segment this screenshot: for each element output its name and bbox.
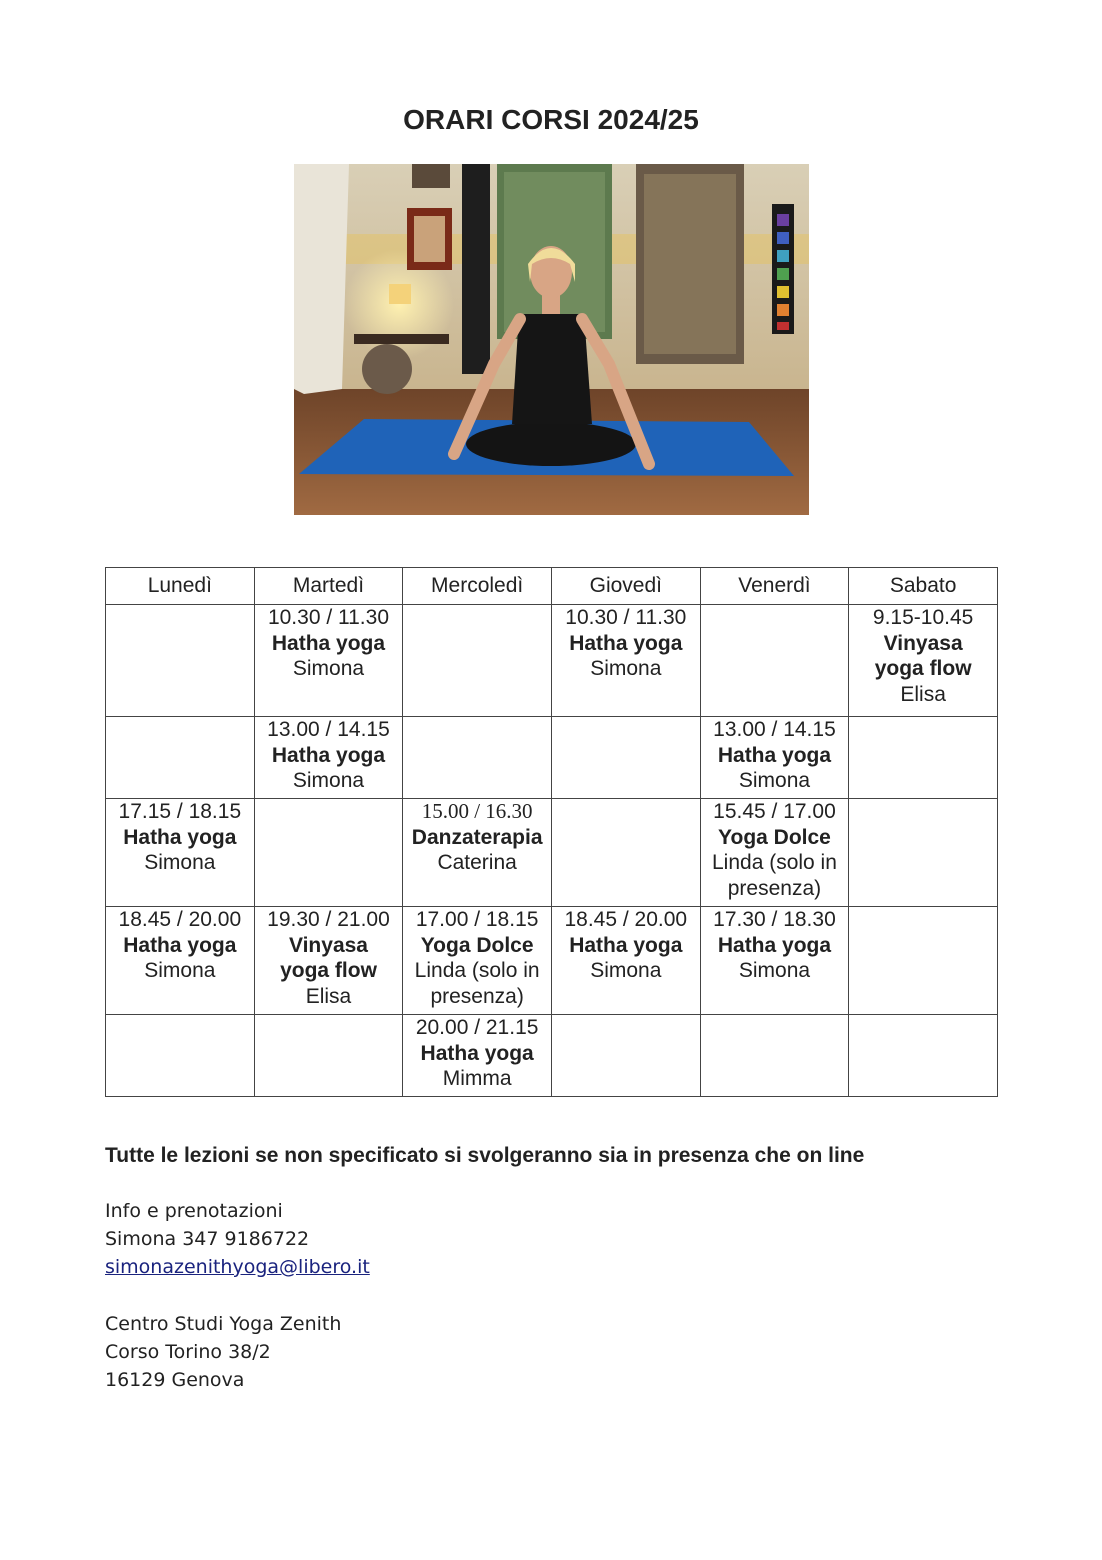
class-name: Hatha yoga — [569, 933, 683, 957]
class-teacher: Simona — [590, 959, 662, 982]
day-header: Venerdì — [700, 568, 849, 605]
class-name: Hatha yoga — [123, 825, 237, 849]
class-time: 18.45 / 20.00 — [118, 908, 242, 931]
class-teacher: Simona — [144, 851, 216, 874]
meditation-illustration — [294, 164, 809, 515]
class-time: 17.30 / 18.30 — [713, 908, 836, 931]
class-cell — [700, 907, 849, 1015]
table-row — [106, 799, 998, 907]
class-time: 13.00 / 14.15 — [713, 718, 836, 741]
empty-cell — [700, 605, 849, 717]
class-cell — [106, 799, 255, 907]
lessons-note: Tutte le lezioni se non specificato si svolgeranno sia in presenza che on line — [105, 1144, 865, 1167]
class-name: Yoga Dolce — [718, 825, 831, 849]
empty-cell — [849, 907, 998, 1015]
class-teacher: Mimma — [442, 1067, 512, 1090]
class-name: Danzaterapia — [411, 825, 543, 849]
class-name: Hatha yoga — [271, 631, 386, 655]
empty-cell — [106, 605, 255, 717]
class-time: 10.30 / 11.30 — [267, 606, 390, 629]
table-header-row — [106, 568, 998, 605]
day-header: Martedì — [254, 568, 403, 605]
class-name: Hatha yoga — [569, 631, 683, 655]
class-cell — [106, 907, 255, 1015]
empty-cell — [106, 1015, 255, 1097]
empty-cell — [254, 799, 403, 907]
empty-cell — [849, 1015, 998, 1097]
class-time: 15.45 / 17.00 — [713, 800, 836, 823]
city-address: 16129 Genova — [105, 1369, 245, 1391]
class-teacher: Elisa — [305, 984, 352, 1008]
empty-cell — [106, 717, 255, 799]
contact-phone: Simona 347 9186722 — [105, 1228, 310, 1250]
class-name: Hatha yoga — [420, 1041, 534, 1065]
class-time: 15.00 / 16.30 — [421, 799, 533, 823]
class-name: Vinyasa yoga flow — [280, 933, 377, 982]
table-row — [106, 1015, 998, 1097]
empty-cell — [849, 717, 998, 799]
empty-cell — [551, 799, 700, 907]
class-cell — [551, 605, 700, 717]
center-name: Centro Studi Yoga Zenith — [105, 1313, 342, 1335]
class-time: 9.15-10.45 — [872, 606, 974, 629]
class-teacher: Linda (solo in presenza) — [414, 959, 540, 1008]
empty-cell — [849, 799, 998, 907]
class-name: Yoga Dolce — [420, 933, 534, 957]
class-cell — [254, 907, 403, 1015]
table-row — [106, 907, 998, 1015]
empty-cell — [254, 1015, 403, 1097]
class-cell — [700, 799, 849, 907]
class-teacher: Linda (solo in presenza) — [711, 851, 837, 900]
empty-cell — [403, 605, 552, 717]
class-time: 19.30 / 21.00 — [267, 908, 390, 931]
class-time: 13.00 / 14.15 — [267, 718, 390, 741]
class-teacher: Simona — [738, 959, 811, 982]
class-teacher: Simona — [292, 769, 365, 792]
class-name: Hatha yoga — [123, 933, 237, 957]
table-row — [106, 605, 998, 717]
class-cell — [849, 605, 998, 717]
class-teacher: Simona — [292, 657, 365, 680]
table-row — [106, 717, 998, 799]
info-heading: Info e prenotazioni — [105, 1200, 283, 1222]
class-teacher: Simona — [738, 769, 811, 792]
contact-info — [105, 1197, 370, 1281]
empty-cell — [551, 1015, 700, 1097]
class-time: 20.00 / 21.15 — [415, 1016, 539, 1039]
class-teacher: Simona — [144, 959, 216, 982]
class-teacher: Simona — [590, 657, 662, 680]
empty-cell — [700, 1015, 849, 1097]
day-header: Mercoledì — [403, 568, 552, 605]
yoga-photo — [294, 164, 809, 515]
class-name: Vinyasa yoga flow — [874, 631, 972, 680]
day-header: Sabato — [849, 568, 998, 605]
class-time: 10.30 / 11.30 — [565, 606, 687, 629]
address-block — [105, 1310, 341, 1394]
empty-cell — [551, 717, 700, 799]
class-name: Hatha yoga — [717, 933, 832, 957]
schedule-table — [105, 567, 998, 1097]
class-cell — [403, 799, 552, 907]
class-teacher: Caterina — [437, 851, 517, 874]
class-time: 17.15 / 18.15 — [118, 800, 242, 823]
class-cell — [254, 605, 403, 717]
day-header: Lunedì — [106, 568, 255, 605]
page-title: ORARI CORSI 2024/25 — [403, 104, 699, 135]
class-cell — [551, 907, 700, 1015]
class-cell — [700, 717, 849, 799]
day-header: Giovedì — [551, 568, 700, 605]
class-name: Hatha yoga — [717, 743, 832, 767]
street-address: Corso Torino 38/2 — [105, 1341, 271, 1363]
class-cell — [254, 717, 403, 799]
class-name: Hatha yoga — [271, 743, 386, 767]
class-time: 17.00 / 18.15 — [415, 908, 539, 931]
email-link[interactable]: simonazenithyoga@libero.it — [105, 1256, 370, 1278]
class-cell — [403, 907, 552, 1015]
empty-cell — [403, 717, 552, 799]
class-time: 18.45 / 20.00 — [564, 908, 688, 931]
class-teacher: Elisa — [900, 682, 946, 706]
class-cell — [403, 1015, 552, 1097]
